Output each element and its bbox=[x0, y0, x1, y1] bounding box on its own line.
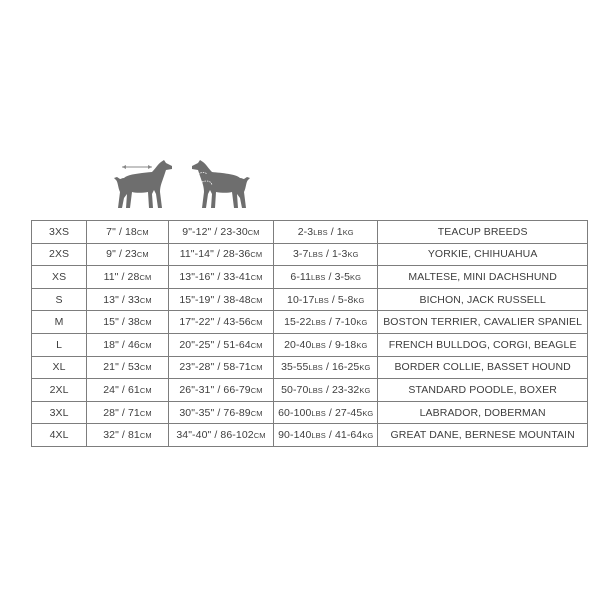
breeds-cell bbox=[378, 356, 588, 379]
breeds-cell bbox=[378, 311, 588, 334]
value-text: / 3-5 bbox=[325, 270, 351, 283]
value-text: 90-140 bbox=[278, 429, 312, 442]
value-text: 2-3 bbox=[297, 225, 314, 238]
value-text: 30"-35" / 76-89 bbox=[179, 406, 251, 419]
unit-label: CM bbox=[247, 227, 260, 237]
unit-label: LBS bbox=[308, 385, 323, 395]
unit-label: CM bbox=[250, 385, 263, 395]
value-text: 4XL bbox=[49, 429, 69, 442]
size-cell bbox=[32, 333, 87, 356]
value-text: 3XL bbox=[49, 406, 69, 419]
neck-cell bbox=[87, 401, 169, 424]
value-text: 2XL bbox=[49, 383, 69, 396]
value-text: / 1 bbox=[327, 225, 343, 238]
unit-label: CM bbox=[250, 318, 263, 328]
value-text: 60-100 bbox=[278, 406, 312, 419]
size-cell bbox=[32, 379, 87, 402]
unit-label: CM bbox=[139, 363, 152, 373]
table-row bbox=[32, 221, 588, 244]
value-text: 11" / 28 bbox=[103, 270, 140, 283]
neck-cell bbox=[87, 221, 169, 244]
size-cell bbox=[32, 356, 87, 379]
unit-label: CM bbox=[139, 295, 152, 305]
value-text: 34"-40" / 86-102 bbox=[176, 429, 254, 442]
value-text: LABRADOR, DOBERMAN bbox=[419, 406, 546, 419]
unit-label: LBS bbox=[311, 340, 326, 350]
unit-label: KG bbox=[359, 385, 371, 395]
value-text: 3XS bbox=[49, 225, 70, 238]
value-text: 23"-28" / 58-71 bbox=[179, 361, 251, 374]
unit-label: KG bbox=[362, 431, 374, 441]
value-text: 15"-19" / 38-48 bbox=[179, 293, 251, 306]
value-text: 2XS bbox=[49, 248, 70, 261]
value-text: 13"-16" / 33-41 bbox=[179, 270, 251, 283]
value-text: 26"-31" / 66-79 bbox=[179, 383, 251, 396]
value-text: 13" / 33 bbox=[103, 293, 140, 306]
unit-label: LBS bbox=[313, 227, 328, 237]
value-text: / 41-64 bbox=[325, 429, 363, 442]
weight-cell bbox=[274, 401, 378, 424]
neck-cell bbox=[87, 266, 169, 289]
value-text: 50-70 bbox=[281, 383, 309, 396]
unit-label: CM bbox=[139, 272, 152, 282]
value-text: 21" / 53 bbox=[103, 361, 140, 374]
size-chart-table bbox=[31, 220, 588, 447]
table-row bbox=[32, 333, 588, 356]
chest-cell bbox=[168, 266, 273, 289]
value-text: 17"-22" / 43-56 bbox=[179, 316, 251, 329]
breeds-cell bbox=[378, 379, 588, 402]
breeds-cell bbox=[378, 424, 588, 447]
weight-cell bbox=[274, 221, 378, 244]
size-cell bbox=[32, 266, 87, 289]
value-text: YORKIE, CHIHUAHUA bbox=[427, 248, 538, 261]
value-text: M bbox=[54, 316, 64, 329]
table-row bbox=[32, 401, 588, 424]
weight-cell bbox=[274, 266, 378, 289]
dog-measurement-illustration bbox=[112, 152, 252, 214]
value-text: XL bbox=[52, 361, 66, 374]
value-text: TEACUP BREEDS bbox=[437, 225, 528, 238]
chest-cell bbox=[168, 333, 273, 356]
table-row bbox=[32, 379, 588, 402]
chest-cell bbox=[168, 356, 273, 379]
value-text: S bbox=[55, 293, 63, 306]
value-text: 24" / 61 bbox=[103, 383, 140, 396]
value-text: XS bbox=[51, 270, 67, 283]
unit-label: CM bbox=[136, 250, 149, 260]
size-cell bbox=[32, 221, 87, 244]
table-row bbox=[32, 424, 588, 447]
value-text: 35-55 bbox=[281, 361, 309, 374]
neck-cell bbox=[87, 288, 169, 311]
value-text: BORDER COLLIE, BASSET HOUND bbox=[394, 361, 571, 374]
unit-label: LBS bbox=[314, 295, 329, 305]
unit-label: KG bbox=[356, 340, 368, 350]
unit-label: CM bbox=[250, 250, 263, 260]
breeds-cell bbox=[378, 266, 588, 289]
weight-cell bbox=[274, 311, 378, 334]
value-text: BICHON, JACK RUSSELL bbox=[419, 293, 546, 306]
unit-label: LBS bbox=[311, 272, 326, 282]
weight-cell bbox=[274, 356, 378, 379]
chest-cell bbox=[168, 243, 273, 266]
unit-label: LBS bbox=[308, 363, 323, 373]
value-text: / 16-25 bbox=[322, 361, 360, 374]
unit-label: KG bbox=[359, 363, 371, 373]
value-text: 20-40 bbox=[284, 338, 312, 351]
chest-cell bbox=[168, 401, 273, 424]
value-text: / 23-32 bbox=[322, 383, 360, 396]
table-row bbox=[32, 288, 588, 311]
value-text: 32" / 81 bbox=[103, 429, 140, 442]
size-cell bbox=[32, 401, 87, 424]
value-text: MALTESE, MINI DACHSHUND bbox=[408, 270, 557, 283]
unit-label: LBS bbox=[311, 318, 326, 328]
weight-cell bbox=[274, 333, 378, 356]
unit-label: KG bbox=[350, 272, 362, 282]
unit-label: CM bbox=[139, 385, 152, 395]
value-text: 15-22 bbox=[284, 316, 312, 329]
value-text: 28" / 71 bbox=[103, 406, 140, 419]
weight-cell bbox=[274, 288, 378, 311]
chest-cell bbox=[168, 379, 273, 402]
weight-cell bbox=[274, 243, 378, 266]
value-text: / 9-18 bbox=[325, 338, 357, 351]
chest-cell bbox=[168, 424, 273, 447]
unit-label: CM bbox=[136, 227, 149, 237]
neck-cell bbox=[87, 243, 169, 266]
unit-label: LBS bbox=[311, 408, 326, 418]
unit-label: KG bbox=[342, 227, 354, 237]
breeds-cell bbox=[378, 243, 588, 266]
unit-label: KG bbox=[353, 295, 365, 305]
value-text: / 7-10 bbox=[325, 316, 357, 329]
value-text: 11"-14" / 28-36 bbox=[179, 248, 251, 261]
value-text: 6-11 bbox=[290, 270, 312, 283]
dog-chest-measure-icon bbox=[192, 160, 250, 208]
unit-label: LBS bbox=[308, 250, 323, 260]
neck-cell bbox=[87, 424, 169, 447]
unit-label: KG bbox=[362, 408, 374, 418]
dog-icons bbox=[112, 152, 252, 214]
value-text: GREAT DANE, BERNESE MOUNTAIN bbox=[390, 429, 575, 442]
unit-label: CM bbox=[139, 340, 152, 350]
unit-label: CM bbox=[250, 408, 263, 418]
unit-label: CM bbox=[250, 295, 263, 305]
value-text: / 1-3 bbox=[322, 248, 348, 261]
chest-cell bbox=[168, 311, 273, 334]
size-cell bbox=[32, 243, 87, 266]
value-text: 9" / 23 bbox=[106, 248, 137, 261]
size-cell bbox=[32, 288, 87, 311]
neck-cell bbox=[87, 333, 169, 356]
breeds-cell bbox=[378, 333, 588, 356]
value-text: / 5-8 bbox=[328, 293, 354, 306]
value-text: BOSTON TERRIER, CAVALIER SPANIEL bbox=[383, 316, 583, 329]
dog-back-measure-icon bbox=[114, 160, 172, 208]
unit-label: CM bbox=[139, 408, 152, 418]
neck-cell bbox=[87, 379, 169, 402]
size-cell bbox=[32, 311, 87, 334]
unit-label: KG bbox=[347, 250, 359, 260]
unit-label: KG bbox=[356, 318, 368, 328]
unit-label: LBS bbox=[311, 431, 326, 441]
value-text: 3-7 bbox=[292, 248, 309, 261]
table-row bbox=[32, 311, 588, 334]
unit-label: CM bbox=[139, 431, 152, 441]
value-text: STANDARD POODLE, BOXER bbox=[408, 383, 557, 396]
value-text: 20"-25" / 51-64 bbox=[179, 338, 251, 351]
unit-label: CM bbox=[253, 431, 266, 441]
unit-label: CM bbox=[250, 340, 263, 350]
unit-label: CM bbox=[250, 363, 263, 373]
value-text: 9"-12" / 23-30 bbox=[182, 225, 248, 238]
table-row bbox=[32, 243, 588, 266]
breeds-cell bbox=[378, 221, 588, 244]
size-chart-body bbox=[32, 221, 588, 447]
chest-cell bbox=[168, 288, 273, 311]
value-text: L bbox=[56, 338, 63, 351]
unit-label: CM bbox=[250, 272, 263, 282]
neck-cell bbox=[87, 356, 169, 379]
table-row bbox=[32, 356, 588, 379]
chest-cell bbox=[168, 221, 273, 244]
value-text: FRENCH BULLDOG, CORGI, BEAGLE bbox=[388, 338, 577, 351]
unit-label: CM bbox=[139, 318, 152, 328]
size-cell bbox=[32, 424, 87, 447]
value-text: 10-17 bbox=[287, 293, 315, 306]
value-text: 18" / 46 bbox=[103, 338, 140, 351]
neck-cell bbox=[87, 311, 169, 334]
breeds-cell bbox=[378, 401, 588, 424]
breeds-cell bbox=[378, 288, 588, 311]
weight-cell bbox=[274, 379, 378, 402]
value-text: / 27-45 bbox=[325, 406, 363, 419]
value-text: 7" / 18 bbox=[106, 225, 137, 238]
table-row bbox=[32, 266, 588, 289]
value-text: 15" / 38 bbox=[103, 316, 140, 329]
weight-cell bbox=[274, 424, 378, 447]
